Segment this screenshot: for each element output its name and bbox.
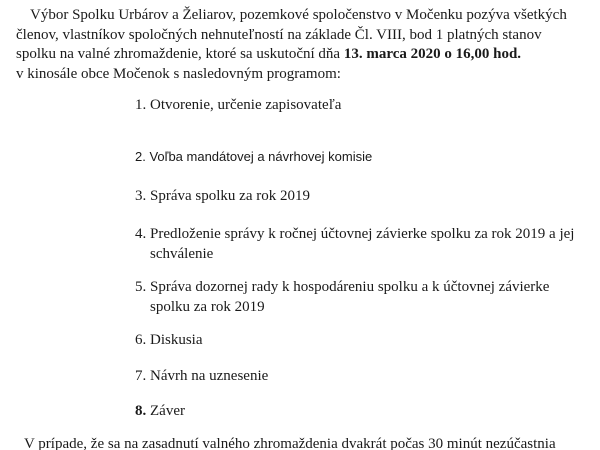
footer-paragraph-start: V prípade, že sa na zasadnutí valného zhromaždenia dvakrát počas 30 minút nezúčastnia (24, 436, 556, 450)
agenda-item-text: Návrh na uznesenie (150, 368, 269, 384)
agenda-item-text: Voľba mandátovej a návrhovej komisie (149, 149, 373, 164)
agenda-item-continuation: schválenie (150, 246, 214, 262)
meeting-date-time: 13. marca 2020 o 16,00 hod. (343, 46, 522, 62)
agenda-item-text: Otvorenie, určenie zapisovateľa (150, 97, 342, 113)
agenda-item-6 (135, 330, 203, 350)
agenda-item-number: 1. (135, 97, 147, 113)
agenda-item-text: Predloženie správy k ročnej účtovnej závierke spolku za rok 2019 a jej (150, 226, 575, 242)
agenda-item-continuation: spolku za rok 2019 (150, 299, 265, 315)
agenda-item-text: Správa dozornej rady k hospodáreniu spolku a k účtovnej závierke (150, 279, 550, 295)
agenda-item-number: 6. (135, 332, 147, 348)
agenda-item-number: 7. (135, 368, 147, 384)
intro-line-2: členov, vlastníkov spoločných nehnuteľností na základe Čl. VIII, bod 1 platných stanov (16, 26, 542, 43)
agenda-item-number: 5. (135, 279, 147, 295)
agenda-item-7 (135, 366, 268, 386)
agenda-item-number: 3. (135, 188, 147, 204)
intro-line-4: v kinosále obce Močenok s nasledovným programom: (16, 65, 341, 82)
agenda-item-5 (135, 277, 549, 317)
agenda-item-4 (135, 224, 574, 264)
agenda-item-3 (135, 186, 310, 206)
agenda-item-text: Záver (150, 403, 185, 419)
agenda-item-2 (135, 147, 372, 167)
agenda-item-8 (135, 401, 185, 421)
agenda-item-number: 8. (135, 403, 147, 419)
intro-line-3-text: spolku na valné zhromaždenie, ktoré sa uskutoční dňa (16, 46, 344, 62)
agenda-item-1 (135, 95, 341, 115)
agenda-item-text: Správa spolku za rok 2019 (150, 188, 310, 204)
agenda-item-number: 4. (135, 226, 147, 242)
agenda-item-number: 2. (135, 149, 146, 164)
intro-line-1: Výbor Spolku Urbárov a Želiarov, pozemkové spoločenstvo v Močenku pozýva všetkých (30, 7, 567, 23)
agenda-item-text: Diskusia (150, 332, 203, 348)
